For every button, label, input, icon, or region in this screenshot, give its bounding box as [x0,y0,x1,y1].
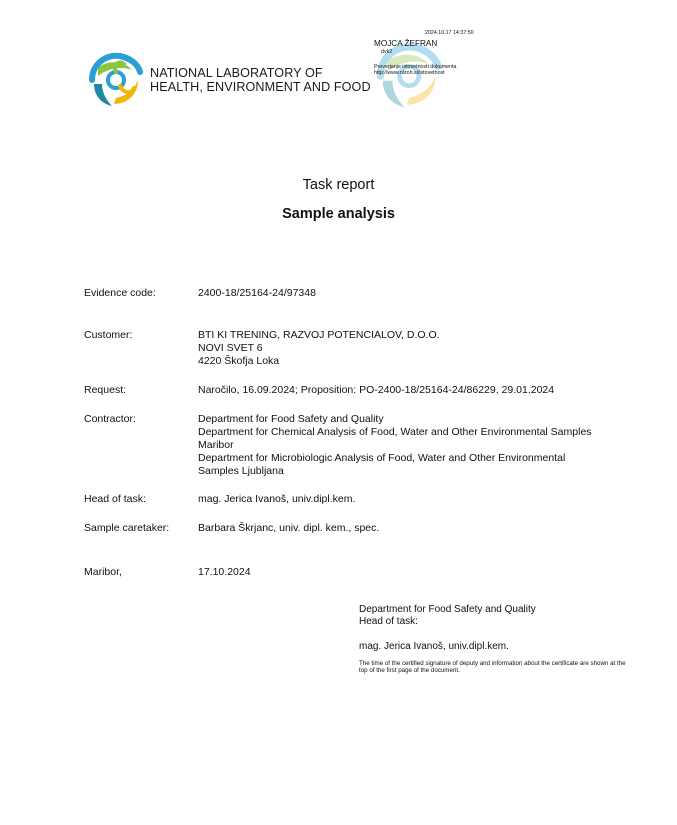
sample-caretaker-value: Barbara Škrjanc, univ. dipl. kem., spec. [198,522,380,534]
head-of-task-value: mag. Jerica Ivanoš, univ.dipl.kem. [198,493,356,505]
verify-url[interactable]: http://www.nlzoh.si/istovetnost [374,70,445,76]
signature-verification [374,64,456,76]
request-label: Request: [84,384,127,396]
document-type: Task report [302,177,375,193]
customer-line: NOVI SVET 6 [198,342,263,354]
signature-signer-name: mag. Jerica Ivanoš, univ.dipl.kem. [359,641,509,652]
signature-note: The time of the certified signature of deputy and information about the certificate are shown at the top of the first page of the document. [359,660,626,675]
org-name-line2: HEALTH, ENVIRONMENT AND FOOD [150,80,371,94]
customer-value [198,329,638,368]
contractor-label: Contractor: [84,413,136,425]
sample-caretaker-label: Sample caretaker: [84,522,170,534]
signature-datetime: 2024.10.17 14:37:50 [425,30,474,36]
signature-department: Department for Food Safety and Quality [359,604,536,615]
signature-block [359,604,536,628]
signature-role-label: Head of task: [359,616,418,627]
date-value: 17.10.2024 [198,566,251,578]
contractor-line: Maribor [198,439,234,451]
contractor-line: Department for Food Safety and Quality [198,413,384,425]
nlzoh-logo-icon [84,50,146,110]
place-label: Maribor, [84,566,122,578]
customer-label: Customer: [84,329,133,341]
organization-name [150,66,371,94]
contractor-line: Samples Ljubljana [198,465,284,477]
head-of-task-label: Head of task: [84,493,146,505]
contractor-line: Department for Microbiologic Analysis of Food, Water and Other Environmental [198,452,566,464]
customer-line: 4220 Škofja Loka [198,355,280,367]
document-title: Sample analysis [282,206,395,222]
evidence-code-value: 2400-18/25164-24/97348 [198,287,316,299]
org-name-line1: NATIONAL LABORATORY OF [150,66,323,80]
customer-line: BTI KI TRENING, RAZVOJ POTENCIALOV, D.O.O. [198,329,440,341]
signature-role: dvk2 [381,49,393,55]
request-value: Naročilo, 16.09.2024; Proposition: PO-2400-18/25164-24/86229, 29.01.2024 [198,384,555,396]
contractor-value [198,413,638,478]
contractor-line: Department for Chemical Analysis of Food, Water and Other Environmental Samples [198,426,592,438]
verify-label: Preverjanje istovetnosti dokumenta [374,64,457,70]
signature-name: MOJCA ŽEFRAN [374,39,438,48]
evidence-code-label: Evidence code: [84,287,156,299]
